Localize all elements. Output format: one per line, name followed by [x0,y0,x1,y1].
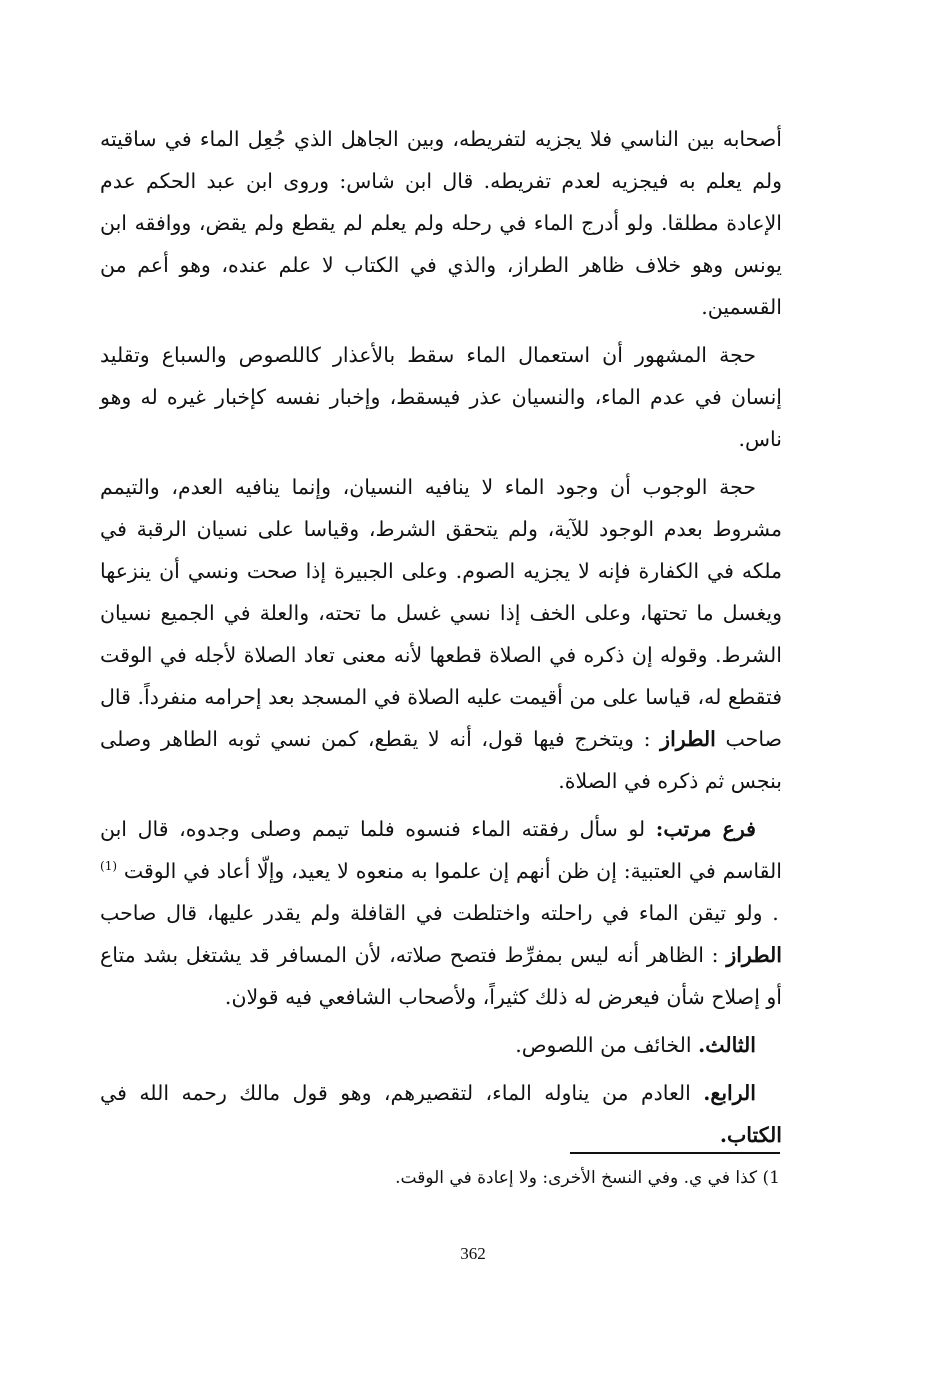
paragraph-3 [100,466,782,802]
footnote-divider [570,1152,780,1154]
paragraph-2 [100,334,782,460]
footnote-reference: (1) [100,859,118,874]
paragraph-2-text: حجة المشهور أن استعمال الماء سقط بالأعذار كاللصوص والسباع وتقليد إنسان في عدم الماء، والنسيان عذر فيسقط، وإخبار نفسه كإخبار غيره له وهو ناس. [100,343,782,451]
paragraph-1-text: أصحابه بين الناسي فلا يجزيه لتفريطه، وبين الجاهل الذي جُعِل الماء في ساقيته ولم يعلم به فيجزيه لعدم تفريطه. قال ابن شاس: وروى ابن عبد الحكم عدم الإعادة مطلقا. ولو أدرج الماء في رحله ولم يعلم لم يقطع ولم يقض، ووافقه ابن يونس وهو خلاف ظاهر الطراز، والذي في الكتاب لا علم عنده، وهو أعم من القسمين. [100,127,782,319]
paragraph-6-text: العادم من يناوله الماء، لتقصيرهم، وهو قول مالك رحمه الله في [100,1081,691,1105]
paragraph-4-text: لو سأل رفقته الماء فنسوه فلما تيمم وصلى وجدوه، قال ابن القاسم في العتبية: إن ظن أنهم إن علموا به منعوه لا يعيد، وإلّا أعاد في الوقت [100,817,782,883]
paragraph-6-heading: الرابع. [703,1081,756,1105]
paragraph-4-text-3: : الظاهر أنه ليس بمفرِّط فتصح صلاته، لأن المسافر قد يشتغل بشد متاع أو إصلاح شأن فيعرض له ذلك كثيراً، ولأصحاب الشافعي فيه قولان. [100,943,782,1009]
paragraph-4-text-2: . ولو تيقن الماء في راحلته واختلطت في القافلة ولم يقدر عليها، قال صاحب [100,901,779,925]
paragraph-5-heading: الثالث. [698,1033,756,1057]
paragraph-5 [100,1024,782,1066]
main-text [100,118,782,1162]
paragraph-4-heading: فرع مرتب: [655,817,756,841]
paragraph-3-tail: : ويتخرج فيها قول، أنه لا يقطع، كمن نسي ثوبه الطاهر وصلى بنجس ثم ذكره في الصلاة. [100,727,782,793]
paragraph-5-text: الخائف من اللصوص. [515,1033,692,1057]
paragraph-6 [100,1072,782,1156]
paragraph-6-bold-term: الكتاب. [719,1123,782,1147]
page-number: 362 [460,1244,486,1263]
footnote: 1) كذا في ي. وفي النسخ الأخرى: ولا إعادة في الوقت. [395,1168,780,1188]
paragraph-4 [100,808,782,1018]
paragraph-3-text: حجة الوجوب أن وجود الماء لا ينافيه النسيان، وإنما ينافيه العدم، والتيمم مشروط بعدم الوجود للآية، ولم يتحقق الشرط، وقياسا على نسيان الرقبة في ملكه في الكفارة فإنه لا يجزيه الصوم. وعلى الجبيرة إذا صحت ونسي أن ينزعها ويغسل ما تحتها، وعلى الخف إذا نسي غسل ما تحته، والعلة في الجميع نسيان الشرط. وقوله إن ذكره في الصلاة قطعها لأنه معنى تعاد الصلاة لأجله في الوقت فتقطع له، قياسا على من أقيمت عليه الصلاة في المسجد بعد إحرامه منفرداً. قال صاحب [100,475,782,751]
paragraph-3-bold-term: الطراز [660,727,716,751]
paragraph-4-bold-term: الطراز [726,943,782,967]
paragraph-1 [100,118,782,328]
